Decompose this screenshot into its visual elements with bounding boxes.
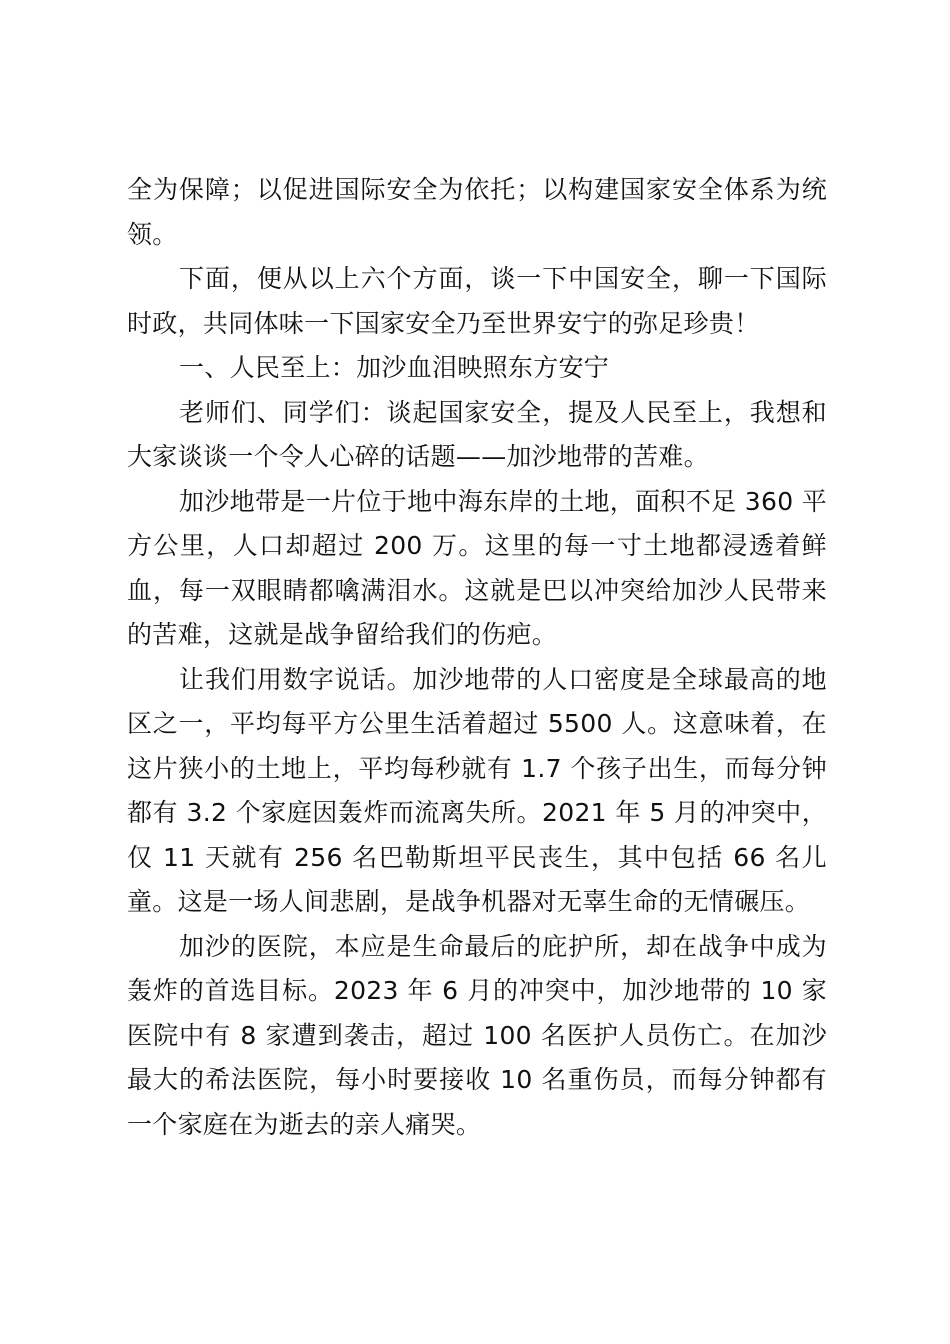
paragraph-1: 全为保障；以促进国际安全为依托；以构建国家安全体系为统领。	[127, 175, 827, 249]
paragraph-2: 下面，便从以上六个方面，谈一下中国安全，聊一下国际时政，共同体味一下国家安全乃至世界安宁的弥足珍贵！	[127, 264, 827, 338]
document-page	[127, 168, 827, 1147]
paragraph-3: 老师们、同学们：谈起国家安全，提及人民至上，我想和大家谈谈一个令人心碎的话题——加沙地带的苦难。	[127, 397, 827, 471]
section-heading: 一、人民至上：加沙血泪映照东方安宁	[179, 353, 610, 382]
paragraph-5: 让我们用数字说话。加沙地带的人口密度是全球最高的地区之一，平均每平方公里生活着超过 5500 人。这意味着，在这片狭小的土地上，平均每秒就有 1.7 个孩子出生，而每分钟都有 3.2 个家庭因轰炸而流离失所。2021 年 5 月的冲突中，仅 11 天就有 256 名巴勒斯坦平民丧生，其中包括 66 名儿童。这是一场人间悲剧，是战争机器对无辜生命的无情碾压。	[127, 664, 827, 916]
paragraph-6: 加沙的医院，本应是生命最后的庇护所，却在战争中成为轰炸的首选目标。2023 年 6 月的冲突中，加沙地带的 10 家医院中有 8 家遭到袭击，超过 100 名医护人员伤亡。在加沙最大的希法医院，每小时要接收 10 名重伤员，而每分钟都有一个家庭在为逝去的亲人痛哭。	[127, 931, 827, 1139]
paragraph-4: 加沙地带是一片位于地中海东岸的土地，面积不足 360 平方公里，人口却超过 200 万。这里的每一寸土地都浸透着鲜血，每一双眼睛都噙满泪水。这就是巴以冲突给加沙人民带来的苦难，这就是战争留给我们的伤疤。	[127, 486, 827, 649]
